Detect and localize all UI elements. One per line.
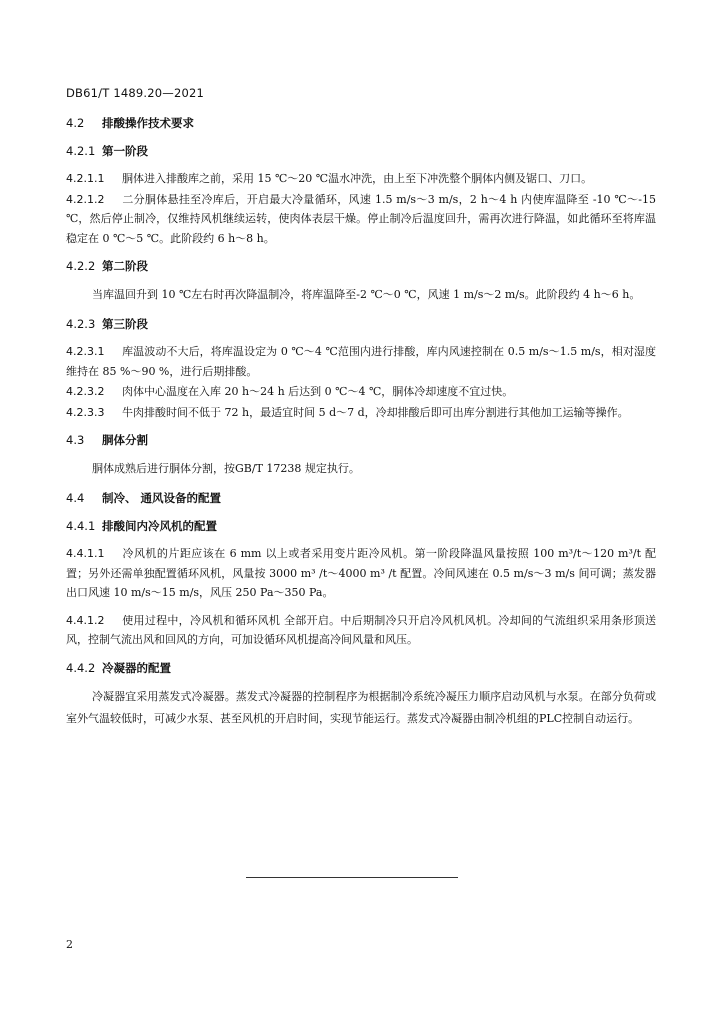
clause-text: 胴体进入排酸库之前，采用 15 ℃～20 ℃温水冲洗，由上至下冲洗整个胴体内侧及锯口、刀口。 <box>122 172 593 185</box>
section-heading <box>66 516 656 536</box>
section-title: 第三阶段 <box>102 317 149 331</box>
section-heading <box>66 430 656 450</box>
section-number: 4.4.1 <box>66 519 96 533</box>
body-paragraph: 当库温回升到 10 ℃左右时再次降温制冷，将库温降至-2 ℃～0 ℃，风速 1 m/s～2 m/s。此阶段约 4 h～6 h。 <box>92 288 641 301</box>
clause-text: 肉体中心温度在入库 20 h～24 h 后达到 0 ℃～4 ℃，胴体冷却速度不宜过快。 <box>122 385 514 398</box>
section-title: 排酸操作技术要求 <box>102 116 195 130</box>
section-number: 4.2.3 <box>66 317 96 331</box>
section-heading <box>66 488 656 508</box>
clause-text: 二分胴体悬挂至冷库后，开启最大冷量循环，风速 1.5 m/s～3 m/s，2 h～4 h 内使库温降至 -10 ℃～-15 ℃，然后停止制冷，仅维持风机继续运转，使肉体表层干燥。停止制冷后温度回升，需再次进行降温，如此循环至将库温稳定在 0 ℃～5 ℃。此阶段约 6 h～8 h。 <box>66 192 656 245</box>
section-heading <box>66 256 656 276</box>
clause-number: 4.4.1.2 <box>66 613 105 627</box>
clause-paragraph <box>66 382 656 402</box>
section-number: 4.2.1 <box>66 144 96 158</box>
document-code: DB61/T 1489.20—2021 <box>66 86 205 100</box>
section-number: 4.2 <box>66 116 85 130</box>
body-paragraph: 冷凝器宜采用蒸发式冷凝器。蒸发式冷凝器的控制程序为根据制冷系统冷凝压力顺序启动风机与水泵。在部分负荷或室外气温较低时，可减少水泵、甚至风机的开启时间，实现节能运行。蒸发式冷凝器由制冷机组的PLC控制自动运行。 <box>66 689 656 725</box>
section-title: 第二阶段 <box>102 259 149 273</box>
clause-text: 冷风机的片距应该在 6 mm 以上或者采用变片距冷风机。第一阶段降温风量按照 100 m³/t～120 m³/t 配置；另外还需单独配置循环风机，风量按 3000 m³ /t～4000 m³ /t 配置。冷间风速在 0.5 m/s～3 m/s 间可调；蒸发器出口风速 10 m/s～15 m/s，风压 250 Pa～350 Pa。 <box>66 547 656 599</box>
clause-number: 4.2.1.2 <box>66 192 105 206</box>
section-title: 第一阶段 <box>102 144 149 158</box>
section-number: 4.2.2 <box>66 259 96 273</box>
section-title: 胴体分割 <box>102 433 149 447</box>
end-rule <box>246 877 458 878</box>
page-number: 2 <box>66 938 73 951</box>
section-number: 4.4 <box>66 491 85 505</box>
clause-paragraph <box>66 342 656 381</box>
section-title: 制冷、 通风设备的配置 <box>102 491 222 505</box>
section-heading <box>66 113 656 133</box>
clause-paragraph <box>66 611 656 650</box>
clause-text: 牛肉排酸时间不低于 72 h，最适宜时间 5 d～7 d，冷却排酸后即可出库分割进行其他加工运输等操作。 <box>122 405 629 419</box>
clause-paragraph <box>66 544 656 603</box>
clause-paragraph <box>66 403 656 423</box>
section-heading <box>66 314 656 334</box>
section-heading <box>66 141 656 161</box>
clause-number: 4.4.1.1 <box>66 547 105 560</box>
section-title: 排酸间内冷风机的配置 <box>102 519 218 533</box>
section-heading <box>66 658 656 678</box>
section-number: 4.4.2 <box>66 660 96 675</box>
clause-number: 4.2.1.1 <box>66 172 105 185</box>
clause-paragraph <box>66 190 656 249</box>
clause-number: 4.2.3.1 <box>66 345 105 358</box>
document-body <box>66 113 656 738</box>
clause-text: 使用过程中，冷风机和循环风机 全部开启。中后期制冷只开启冷风机风机。冷却间的气流组织采用条形顶送风，控制气流出风和回风的方向，可加设循环风机提高冷间风量和风压。 <box>66 613 656 646</box>
clause-text: 库温波动不大后，将库温设定为 0 ℃～4 ℃范围内进行排酸，库内风速控制在 0.5 m/s～1.5 m/s，相对湿度维持在 85 %～90 %，进行后期排酸。 <box>66 345 656 378</box>
section-number: 4.3 <box>66 433 85 447</box>
clause-paragraph <box>66 169 656 189</box>
clause-number: 4.2.3.2 <box>66 385 105 398</box>
section-title: 冷凝器的配置 <box>102 660 172 675</box>
body-paragraph: 胴体成熟后进行胴体分割，按GB/T 17238 规定执行。 <box>92 462 360 475</box>
clause-number: 4.2.3.3 <box>66 405 105 419</box>
